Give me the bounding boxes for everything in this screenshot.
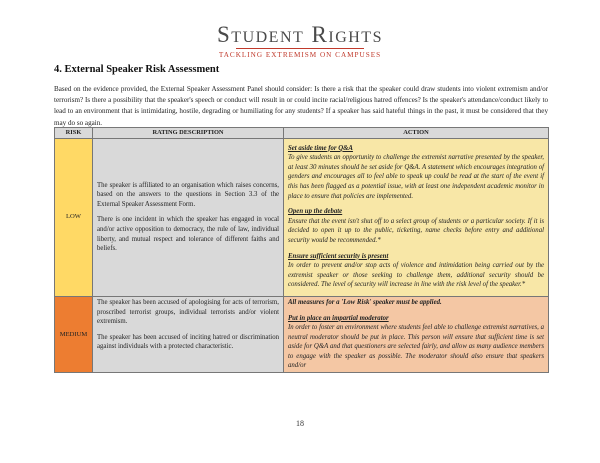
header-action: ACTION xyxy=(284,128,549,139)
description-paragraph: The speaker is affiliated to an organisation which raises concerns, based on the answers to the questions in Section 3.3 of the External Speaker Assessment Form. xyxy=(97,181,279,208)
table-row-low xyxy=(55,138,549,296)
risk-level-medium: MEDIUM xyxy=(55,296,93,372)
header-rating-description: RATING DESCRIPTION xyxy=(93,128,284,139)
header-risk: RISK xyxy=(55,128,93,139)
table-row-medium xyxy=(55,296,549,372)
description-paragraph: The speaker has been accused of inciting hatred or discrimination against individuals with a protected characteristic. xyxy=(97,333,279,351)
intro-paragraph: Based on the evidence provided, the External Speaker Assessment Panel should consider: Is there a risk that the speaker could draw students into violent extremism and/or terrorism? Is there a possibility that the speaker's speech or conduct will result in or could incite racial/religious hatred offences? Is the speaker's attendance/conduct likely to lead to an environment that is intimidating, hostile, degrading or humiliating for any students? If a speaker has said hateful things in the past, it must be considered that they may do so again. xyxy=(54,85,548,127)
risk-level-low: LOW xyxy=(55,138,93,296)
logo-underline xyxy=(236,48,364,49)
action-lead: All measures for a 'Low Risk' speaker must be applied. xyxy=(288,298,442,306)
page-number: 18 xyxy=(296,419,304,428)
action-text: Ensure that the event isn't shut off to a select group of students or a particular society. If it is decided to open it up to the public, ticketing, name checks before entry and additional security would be recommended.* xyxy=(288,217,544,244)
action-title: Set aside time for Q&A xyxy=(288,144,353,152)
action-title: Open up the debate xyxy=(288,208,343,216)
section-heading: 4. External Speaker Risk Assessment xyxy=(54,64,220,75)
action-title: Put in place an impartial moderator xyxy=(288,314,389,322)
logo-text: Student Rights xyxy=(217,22,383,47)
logo-title xyxy=(0,22,600,48)
action-medium xyxy=(284,296,549,372)
action-text: In order to foster an environment where students feel able to challenge extremist narratives, a neutral moderator should be put in place. This person will ensure that sufficient time is set aside for Q&A and that questioners are selected fairly, and allow as many audience members to engage with the speaker as possible. The moderator should also ensure that speakers and/or xyxy=(288,324,544,370)
logo-tagline xyxy=(0,50,600,60)
action-low xyxy=(284,138,549,296)
logo-tagline-text: TACKLING EXTREMISM ON CAMPUSES xyxy=(218,51,382,59)
risk-assessment-table xyxy=(54,127,549,373)
description-paragraph: There is one incident in which the speaker has engaged in vocal and/or active opposition to democracy, the rule of law, individual liberty, and mutual respect and tolerance of different faiths and beliefs. xyxy=(97,216,279,253)
action-text: In order to prevent and/or stop acts of violence and intimidation being carried out by the extremist speaker or those seeking to challenge them, additional security should be considered. The level of security will increase in line with the risk level of the speaker.* xyxy=(288,262,544,289)
table-header-row xyxy=(55,128,549,139)
description-paragraph: The speaker has been accused of apologising for acts of terrorism, proscribed terrorist groups, individual terrorists and/or violent extremism. xyxy=(97,298,279,326)
action-title: Ensure sufficient security is present xyxy=(288,252,389,260)
rating-description-medium xyxy=(93,296,284,372)
rating-description-low xyxy=(93,138,284,296)
action-text: To give students an opportunity to challenge the extremist narrative presented by the speaker, at least 30 minutes should be set aside for Q&A. A statement which encourages integration of genders and encourages all to feel able to speak up could be read at the start of the event if this has been flagged as a potential issue, with at least one independent academic monitor in place to ensure that policies are implemented. xyxy=(288,154,544,200)
